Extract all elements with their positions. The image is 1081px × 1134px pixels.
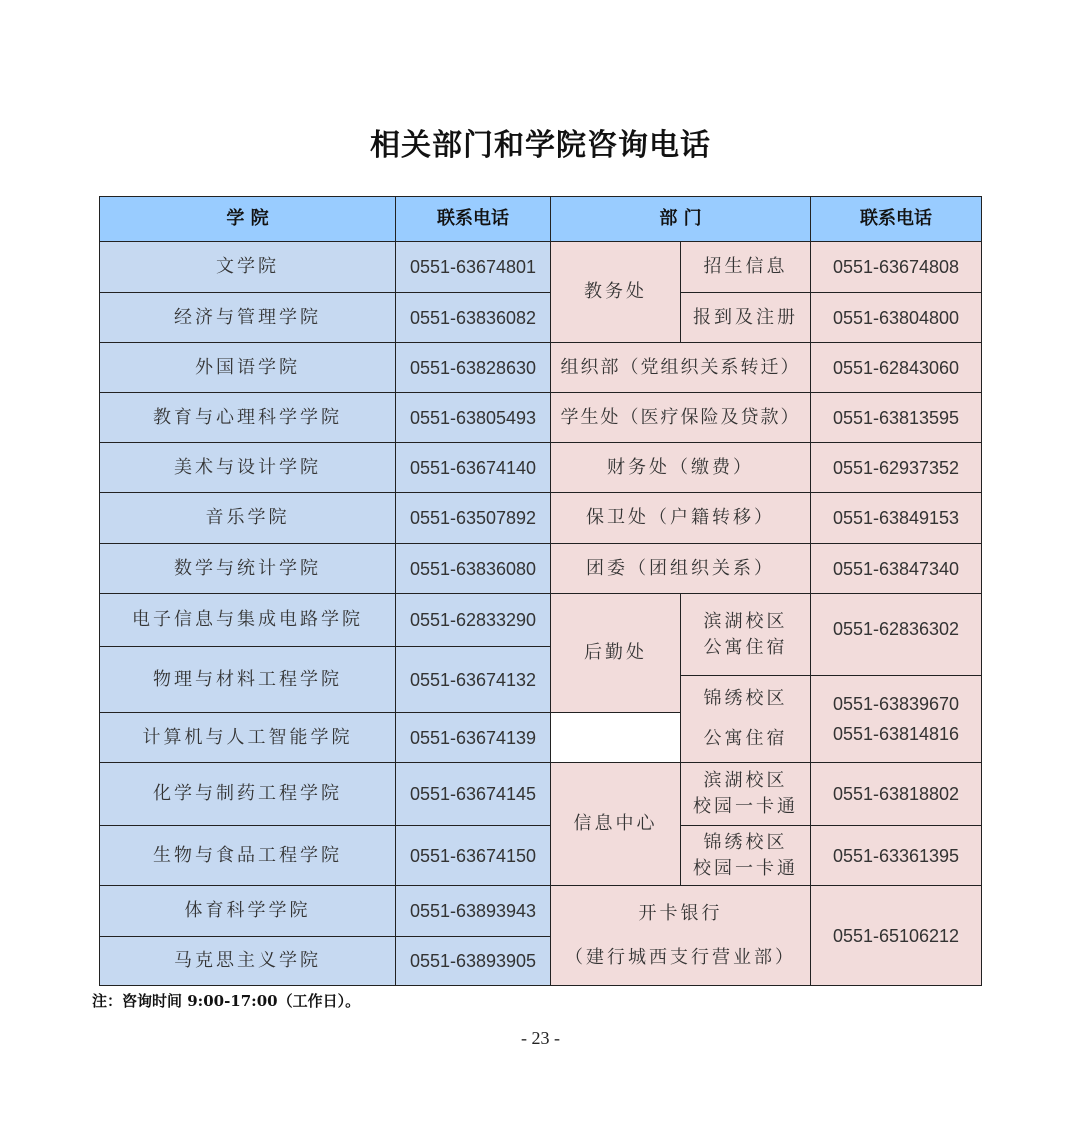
table-row	[100, 594, 982, 647]
college-phone: 0551-63674139	[396, 713, 551, 763]
college-name: 生物与食品工程学院	[100, 826, 396, 886]
dept-name: 学生处（医疗保险及贷款）	[551, 393, 811, 443]
page-title: 相关部门和学院咨询电话	[370, 128, 711, 163]
header-dept: 部 门	[551, 197, 811, 242]
dept-sub-line2: 公寓住宿	[703, 636, 788, 658]
dept-name: 信息中心	[551, 763, 681, 886]
college-name: 文学院	[100, 242, 396, 293]
table-row	[100, 493, 982, 544]
table-row	[100, 763, 982, 826]
college-phone: 0551-63674132	[396, 647, 551, 713]
header-dept-phone: 联系电话	[811, 197, 982, 242]
dept-sub	[681, 676, 811, 763]
table-row	[100, 443, 982, 493]
college-phone: 0551-63805493	[396, 393, 551, 443]
header-college: 学 院	[100, 197, 396, 242]
consultation-note: 注：咨询时间 9:00-17:00（工作日）。	[92, 992, 361, 1010]
dept-phone: 0551-62843060	[811, 343, 982, 393]
dept-phone: 0551-65106212	[811, 886, 982, 986]
table-row	[100, 544, 982, 594]
dept-sub-line1: 滨湖校区	[703, 610, 788, 632]
dept-phone: 0551-63804800	[811, 293, 982, 343]
dept-sub	[681, 826, 811, 886]
college-phone: 0551-63674145	[396, 763, 551, 826]
college-phone: 0551-63836080	[396, 544, 551, 594]
dept-phone: 0551-62836302	[811, 594, 982, 676]
table-row	[100, 343, 982, 393]
college-phone: 0551-63507892	[396, 493, 551, 544]
dept-phone: 0551-63674808	[811, 242, 982, 293]
dept-sub-line2: 校园一卡通	[693, 857, 798, 879]
dept-name: 保卫处（户籍转移）	[551, 493, 811, 544]
college-name: 化学与制药工程学院	[100, 763, 396, 826]
dept-name-line2: （建行城西支行营业部）	[565, 946, 796, 968]
college-name: 美术与设计学院	[100, 443, 396, 493]
college-phone: 0551-63674801	[396, 242, 551, 293]
dept-phone: 0551-63361395	[811, 826, 982, 886]
dept-sub-line1: 滨湖校区	[703, 770, 788, 791]
header-college-phone: 联系电话	[396, 197, 551, 242]
dept-phone: 0551-63813595	[811, 393, 982, 443]
college-name: 体育科学学院	[100, 886, 396, 937]
table-row	[100, 242, 982, 293]
college-phone: 0551-63836082	[396, 293, 551, 343]
college-phone: 0551-63674150	[396, 826, 551, 886]
dept-name: 教务处	[551, 242, 681, 343]
dept-sub	[681, 594, 811, 676]
college-phone: 0551-63674140	[396, 443, 551, 493]
dept-name: 组织部（党组织关系转迁）	[551, 343, 811, 393]
header-row	[100, 197, 982, 242]
college-phone: 0551-63828630	[396, 343, 551, 393]
dept-name	[551, 886, 811, 986]
dept-phone: 0551-63849153	[811, 493, 982, 544]
dept-phone	[811, 676, 982, 763]
dept-sub: 报到及注册	[681, 293, 811, 343]
dept-sub-line2: 公寓住宿	[703, 728, 788, 749]
college-phone: 0551-63893943	[396, 886, 551, 937]
college-name: 外国语学院	[100, 343, 396, 393]
college-name: 马克思主义学院	[100, 937, 396, 986]
page-number: - 23 -	[521, 1028, 560, 1048]
table-row	[100, 293, 982, 343]
contact-table	[99, 196, 982, 986]
college-phone: 0551-63893905	[396, 937, 551, 986]
dept-phone: 0551-63847340	[811, 544, 982, 594]
table-row	[100, 826, 982, 886]
table-row	[100, 886, 982, 937]
dept-phone: 0551-63818802	[811, 763, 982, 826]
college-name: 教育与心理科学学院	[100, 393, 396, 443]
dept-sub-line2: 校园一卡通	[693, 796, 798, 817]
college-name: 物理与材料工程学院	[100, 647, 396, 713]
table-row	[100, 393, 982, 443]
college-name: 音乐学院	[100, 493, 396, 544]
dept-name: 后勤处	[551, 594, 681, 713]
college-name: 计算机与人工智能学院	[100, 713, 396, 763]
dept-sub	[681, 763, 811, 826]
college-name: 数学与统计学院	[100, 544, 396, 594]
dept-phone: 0551-62937352	[811, 443, 982, 493]
dept-sub: 招生信息	[681, 242, 811, 293]
college-phone: 0551-62833290	[396, 594, 551, 647]
dept-phone-1: 0551-63839670	[832, 694, 960, 714]
dept-phone-2: 0551-63814816	[832, 724, 960, 744]
dept-sub-line1: 锦绣校区	[703, 831, 788, 853]
college-name: 经济与管理学院	[100, 293, 396, 343]
dept-name: 团委（团组织关系）	[551, 544, 811, 594]
college-name: 电子信息与集成电路学院	[100, 594, 396, 647]
dept-name: 财务处（缴费）	[551, 443, 811, 493]
dept-sub-line1: 锦绣校区	[703, 688, 788, 709]
dept-name-line1: 开卡银行	[638, 902, 723, 924]
